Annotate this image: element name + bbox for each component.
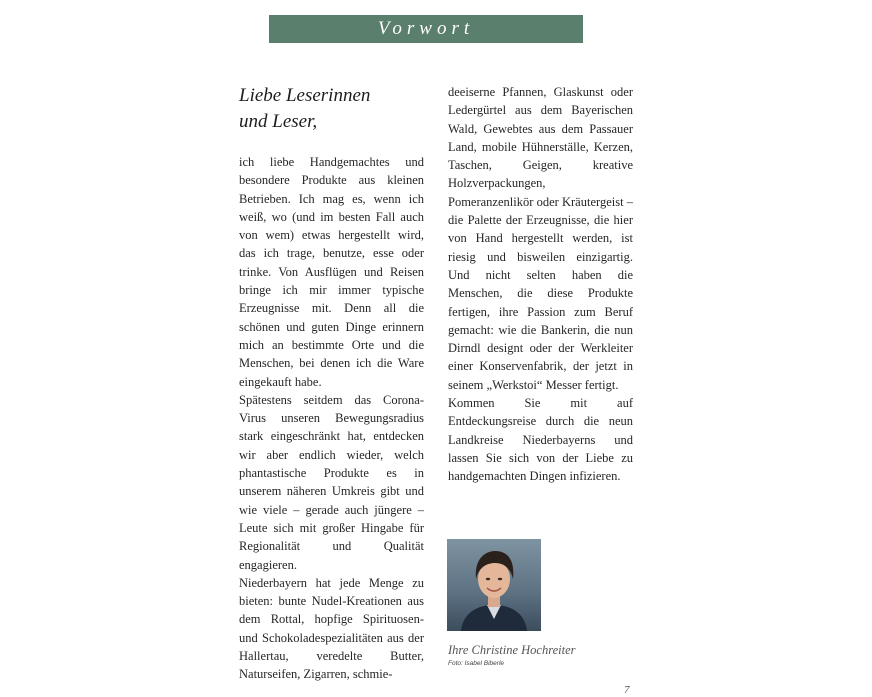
greeting-line-2: und Leser, xyxy=(239,111,318,132)
greeting-line-1: Liebe Leserinnen xyxy=(239,85,371,106)
paragraph: Niederbayern hat jede Menge zu bieten: bunte Nudel-Kreationen aus dem Rottal, hopfige Spirituosen- und Schokoladespezialitäten aus der Hallertau, veredelte Butter, Naturseifen, Zigarren, schmie- xyxy=(239,575,424,682)
greeting-heading xyxy=(239,83,429,135)
author-portrait xyxy=(447,539,541,631)
paragraph: Kommen Sie mit auf Entdeckungsreise durch die neun Landkreise Niederbayerns und lassen Sie sich von der Liebe zu handgemachten Dingen infizieren. xyxy=(448,396,633,484)
signature: Ihre Christine Hochreiter xyxy=(448,643,576,657)
text-column-right xyxy=(448,83,633,486)
photo-credit: Foto: Isabel Biberle xyxy=(448,660,505,667)
section-title: Vorwort xyxy=(377,18,475,39)
paragraph: deeiserne Pfannen, Glaskunst oder Ledergürtel aus dem Bayerischen Wald, Gewebtes aus dem Passauer Land, mobile Hühnerställe, Kerzen, Taschen, Geigen, kreative Holzverpackungen, Pomeranzenlikör oder Kräutergeist – die Palette der Erzeugnisse, die hier von Hand hergestellt werden, ist riesig und bisweilen einzigartig. Und nicht selten haben die Menschen, die diese Produkte fertigen, ihre Passion zum Beruf gemacht: wie die Bankerin, die nun Dirndl designt oder der Werkleiter einer Konservenfabrik, der jetzt in seinem „Werkstoi“ Messer fertigt. xyxy=(448,85,633,392)
paragraph: Spätestens seitdem das Corona-Virus unseren Bewegungsradius stark eingeschränkt hat, entdecken wir aber endlich wieder, welch phantastische Produkte es in unserem näheren Umkreis gibt und wie viele – gerade auch jüngere – Leute sich mit großer Hingabe für Regionalität und Qualität engagieren. xyxy=(239,392,424,572)
section-banner xyxy=(269,15,583,43)
page-number: 7 xyxy=(624,684,630,696)
text-column-left xyxy=(239,153,424,684)
paragraph: ich liebe Handgemachtes und besondere Produkte aus kleinen Betrieben. Ich mag es, wenn ich weiß, wo (und im besten Fall auch von wem) etwas hergestellt wird, das ich trage, benutze, esse oder trinke. Von Ausflügen und Reisen bringe ich mir immer typische Erzeugnisse mit. Denn all die schönen und guten Dinge erinnern mich an bestimmte Orte und die Menschen, bei denen ich die Ware eingekauft habe. xyxy=(239,155,424,389)
